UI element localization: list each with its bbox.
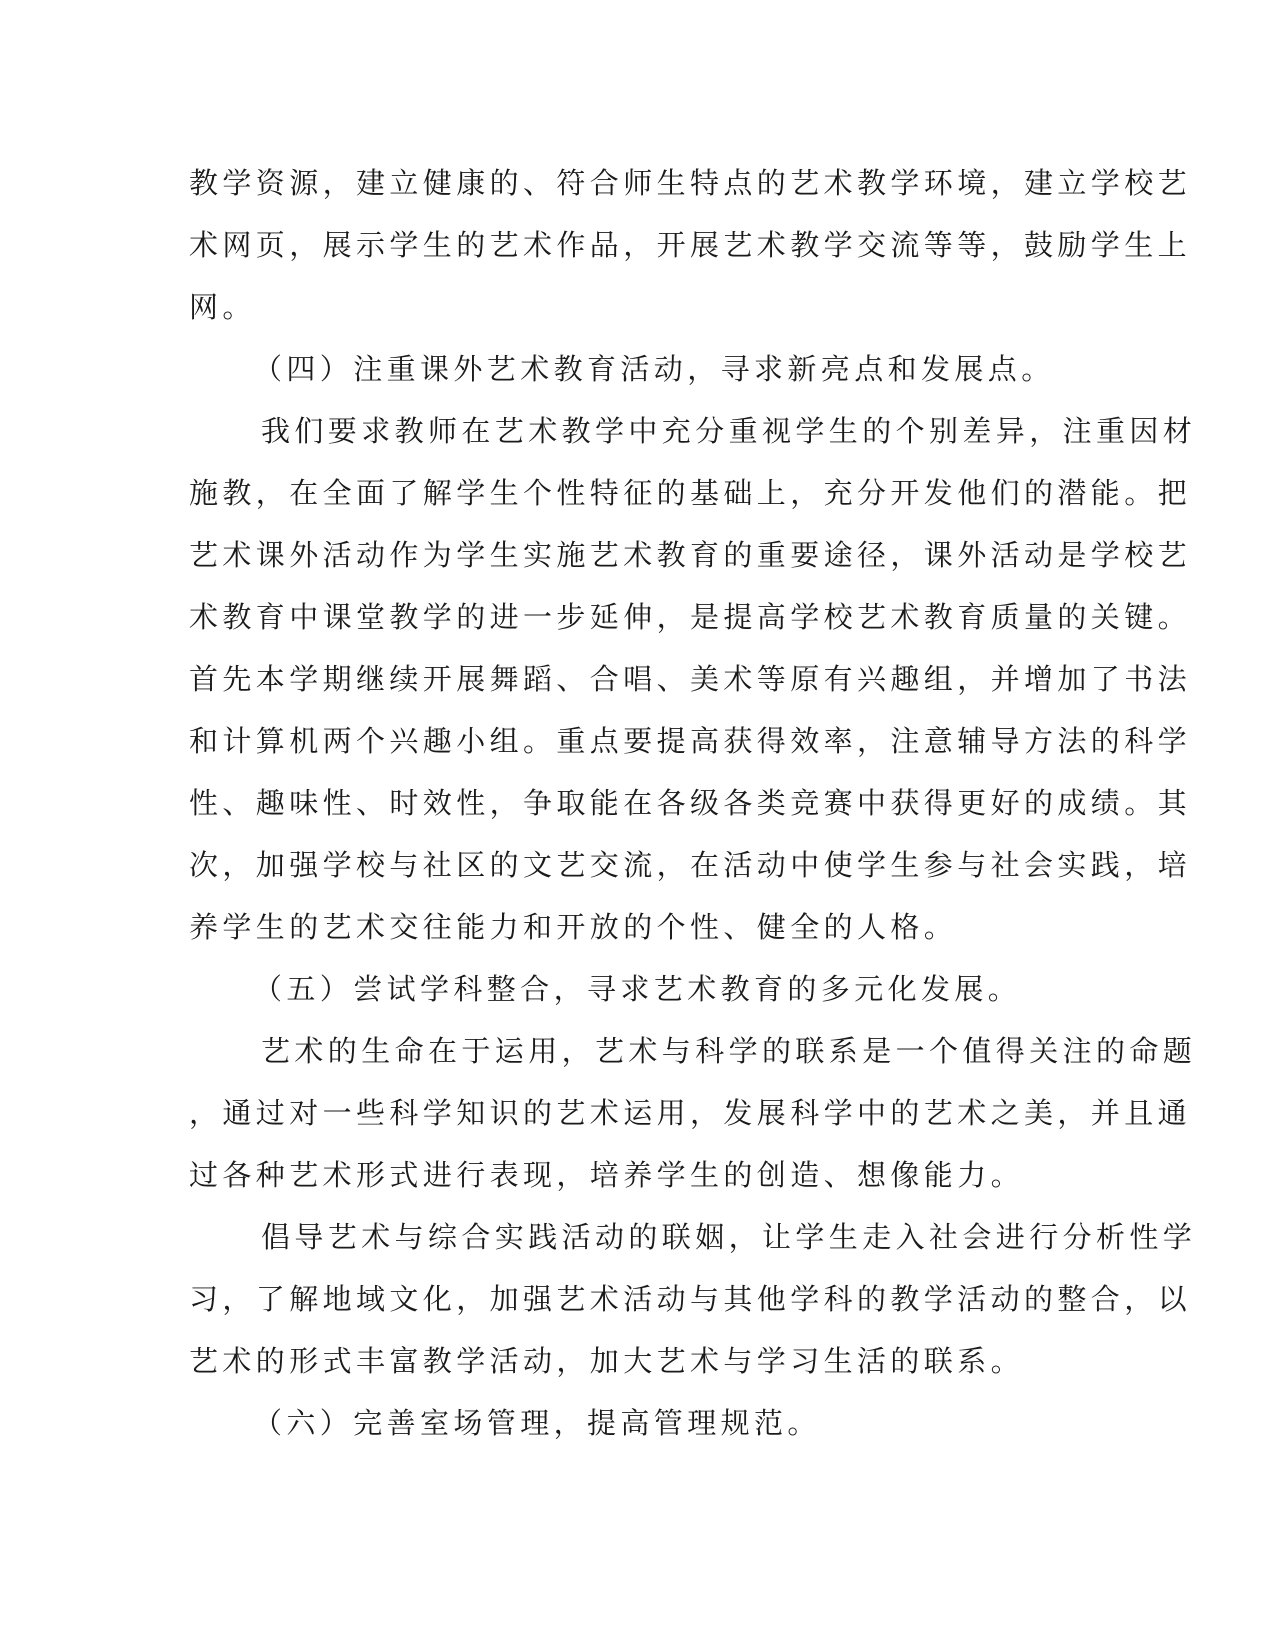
section-heading-4: （四）注重课外艺术教育活动，寻求新亮点和发展点。	[253, 352, 1055, 386]
body-text	[189, 152, 1197, 1454]
text-line: 教学资源，建立健康的、符合师生特点的艺术教学环境，建立学校艺	[189, 166, 1192, 200]
text-line: 术教育中课堂教学的进一步延伸，是提高学校艺术教育质量的关键。	[189, 600, 1192, 634]
text-line: 性、趣味性、时效性，争取能在各级各类竞赛中获得更好的成绩。其	[189, 786, 1192, 820]
text-line: 网。	[189, 290, 256, 324]
text-line: 次，加强学校与社区的文艺交流，在活动中使学生参与社会实践，培	[189, 848, 1192, 882]
section-heading-6: （六）完善室场管理，提高管理规范。	[253, 1406, 821, 1440]
text-line: 术网页，展示学生的艺术作品，开展艺术教学交流等等，鼓励学生上	[189, 228, 1192, 262]
text-line: 艺术的生命在于运用，艺术与科学的联系是一个值得关注的命题	[261, 1034, 1197, 1068]
text-line: 养学生的艺术交往能力和开放的个性、健全的人格。	[189, 910, 958, 944]
text-line: 我们要求教师在艺术教学中充分重视学生的个别差异，注重因材	[261, 414, 1197, 448]
text-line: 习，了解地域文化，加强艺术活动与其他学科的教学活动的整合，以	[189, 1282, 1192, 1316]
text-line: 首先本学期继续开展舞蹈、合唱、美术等原有兴趣组，并增加了书法	[189, 662, 1192, 696]
text-line: 艺术课外活动作为学生实施艺术教育的重要途径，课外活动是学校艺	[189, 538, 1192, 572]
text-line: 艺术的形式丰富教学活动，加大艺术与学习生活的联系。	[189, 1344, 1025, 1378]
text-line: 过各种艺术形式进行表现，培养学生的创造、想像能力。	[189, 1158, 1025, 1192]
text-line: 和计算机两个兴趣小组。重点要提高获得效率，注意辅导方法的科学	[189, 724, 1192, 758]
text-line: 施教，在全面了解学生个性特征的基础上，充分开发他们的潜能。把	[189, 476, 1192, 510]
section-heading-5: （五）尝试学科整合，寻求艺术教育的多元化发展。	[253, 972, 1022, 1006]
text-line: ，通过对一些科学知识的艺术运用，发展科学中的艺术之美，并且通	[189, 1096, 1192, 1130]
text-line: 倡导艺术与综合实践活动的联姻，让学生走入社会进行分析性学	[261, 1220, 1197, 1254]
